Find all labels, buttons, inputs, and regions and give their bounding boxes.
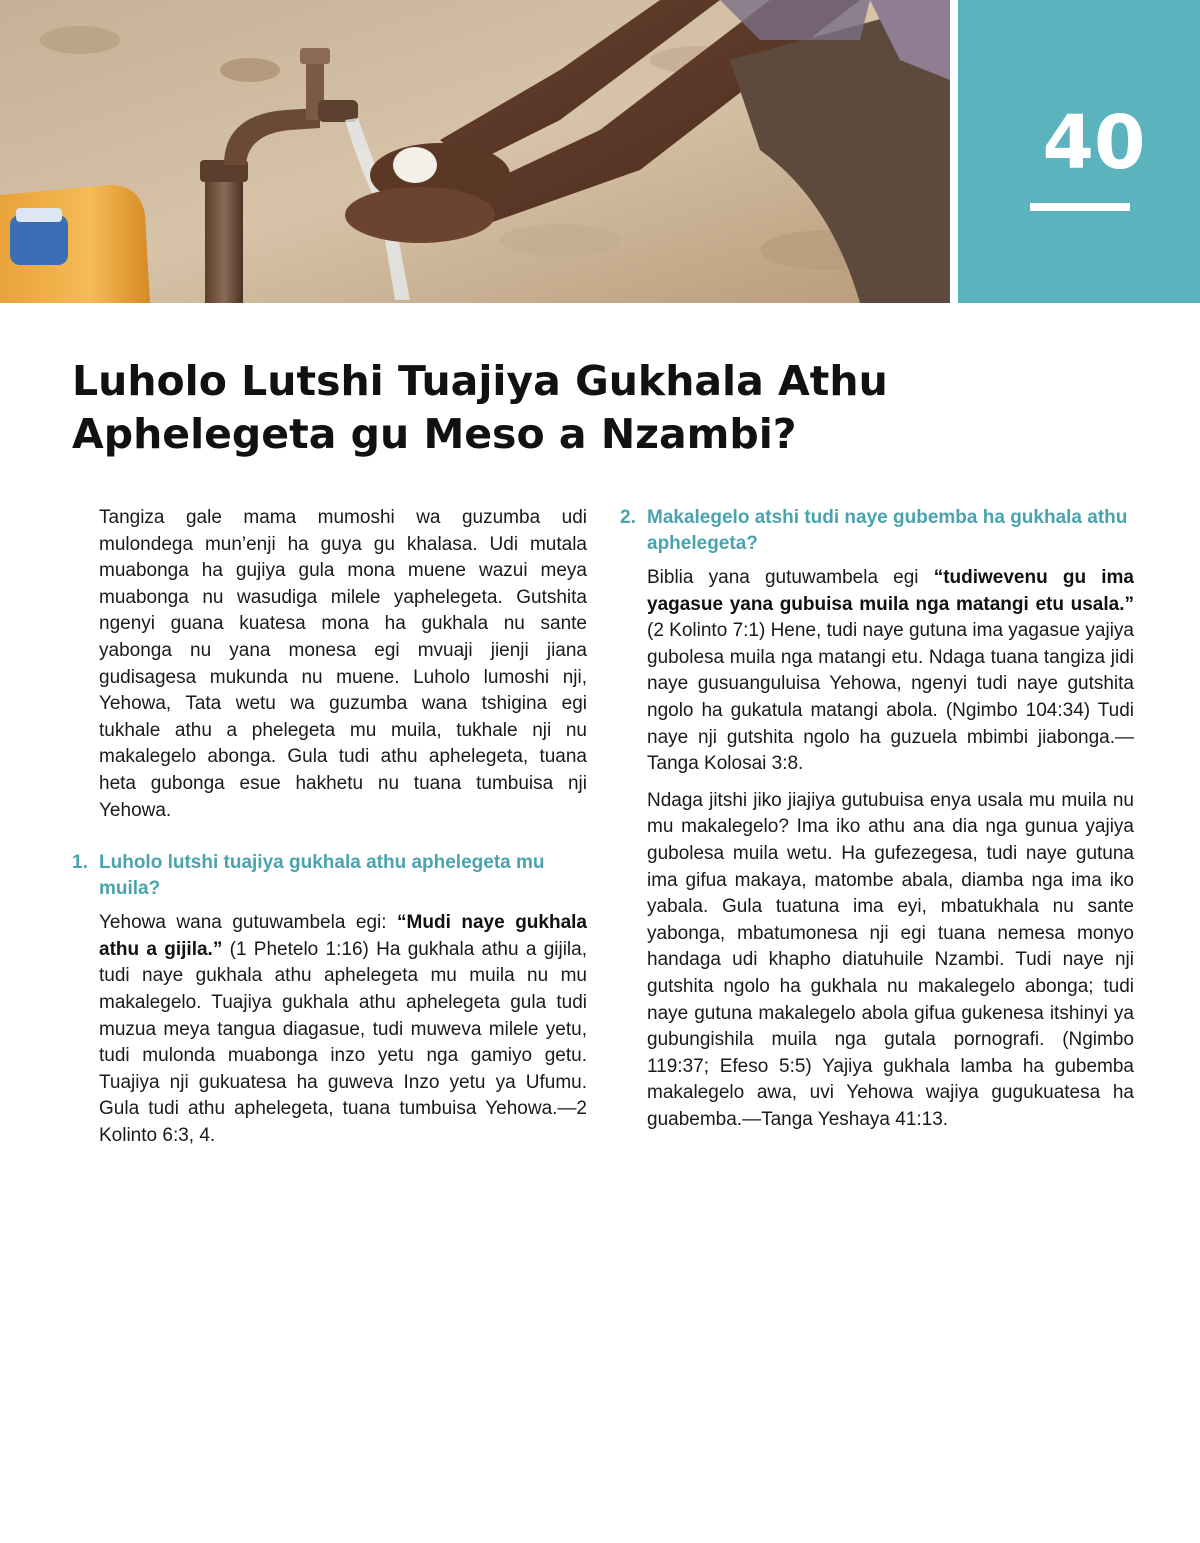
section-2-post: (2 Kolinto 7:1) Hene, tudi naye gutuna ima yagasue yajiya gubolesa muila nga matangi etu. Ndaga tuana tangiza jidi naye gusuanguluisa Yehowa, ngenyi tudi naye gutshita ngolo ha gukatula matangi abola. (Ngimbo 104:34) Tudi naye nji gutshita ngolo ha guzuela mbimbi jiabonga.—Tanga Kolosai 3:8. — [647, 620, 1134, 775]
question-1 — [72, 850, 587, 902]
section-1-post: (1 Phetelo 1:16) Ha gukhala athu a gijila, tudi naye gukhala athu aphelegeta mu muila nu mu makalegelo. Tuajiya gukhala athu aphelegeta gula tudi muzua meya tangua diagasue, tudi muweva milele yetu, tudi mulonda muabonga inzo yetu nga gamiyo getu. Tuajiya nji gukuatesa ha guweva Inzo yetu ya Ufumu. Gula tudi athu aphelegeta, tuana tumbuisa Yehowa.—2 Kolinto 6:3, 4. — [99, 938, 587, 1146]
section-2-pre: Biblia yana gutuwambela egi — [647, 567, 934, 588]
lesson-number: 40 — [1042, 100, 1146, 186]
page-title: Luholo Lutshi Tuajiya Gukhala Athu Aphelegeta gu Meso a Nzambi? — [72, 357, 888, 458]
right-column — [620, 505, 1134, 1143]
hand-washing-illustration — [0, 0, 950, 303]
lesson-number-box — [958, 0, 1200, 303]
question-2 — [620, 505, 1134, 557]
question-2-number: 2. — [620, 507, 636, 528]
left-column — [72, 505, 587, 1159]
header-photo — [0, 0, 950, 303]
section-2-paragraph-1 — [620, 565, 1134, 778]
question-2-text: Makalegelo atshi tudi naye gubemba ha gukhala athu aphelegeta? — [647, 507, 1128, 554]
section-1-pre: Yehowa wana gutuwambela egi: — [99, 912, 398, 934]
question-1-text: Luholo lutshi tuajiya gukhala athu aphelegeta mu muila? — [99, 852, 545, 900]
lesson-underline — [1030, 203, 1130, 211]
section-1-paragraph — [72, 910, 587, 1149]
section-1-quote: “Mudi naye gukhala athu a gijila.” — [99, 912, 587, 960]
intro-paragraph: Tangiza gale mama mumoshi wa guzumba udi mulondega mun’enji ha guya gu khalasa. Udi mutala muabonga ha gujiya gula mona muene wazui meya muabonga nu wasudiga milele yaphelegeta. Gutshita ngenyi guana kuatesa mona ha gukhala nu sante yabonga nu yana monesa egi mvuaji jienji jiana gudisagesa mukunda nu muene. Luholo lumoshi nji, Yehowa, Tata wetu wa guzumba wana tshigina egi tukhale athu a phelegeta mu muila, tukhale nji nu makalegelo abonga. Gula tudi athu aphelegeta, tuana heta gubonga esue hakhetu nu tuana tumbuisa nji Yehowa. — [99, 507, 587, 821]
section-2-paragraph-2: Ndaga jitshi jiko jiajiya gutubuisa enya usala mu muila nu mu makalegelo? Ima iko athu ana dia nga gunua yajiya gubolesa muila wetu. Ha gufezegesa, tudi naye gutuna ima gifua makaya, matombe abala, diamba nga ima iko yabala. Gula tuatuna ima eyi, mbatukhala nu sante yabonga, mbatumonesa nji egi tuana nemesa monyo handaga udi khapho diatuhuile Nzambi. Tudi naye nji gutshita ngolo ha gukhala nu makalegelo abonga; tudi naye gutuna makalegelo abola gifua gukenesa itshinyi ya gubungishila muila nga gutala pornografi. (Ngimbo 119:37; Efeso 5:5) Yajiya gukhala lamba ha gubemba makalegelo awa, uvi Yehowa wajiya gugukuatesa ha guabemba.—Tanga Yeshaya 41:13. — [647, 789, 1134, 1130]
section-2-quote: “tudiwevenu gu ima yagasue yana gubuisa muila nga matangi etu usala.” — [647, 567, 1134, 615]
question-1-number: 1. — [72, 852, 88, 874]
